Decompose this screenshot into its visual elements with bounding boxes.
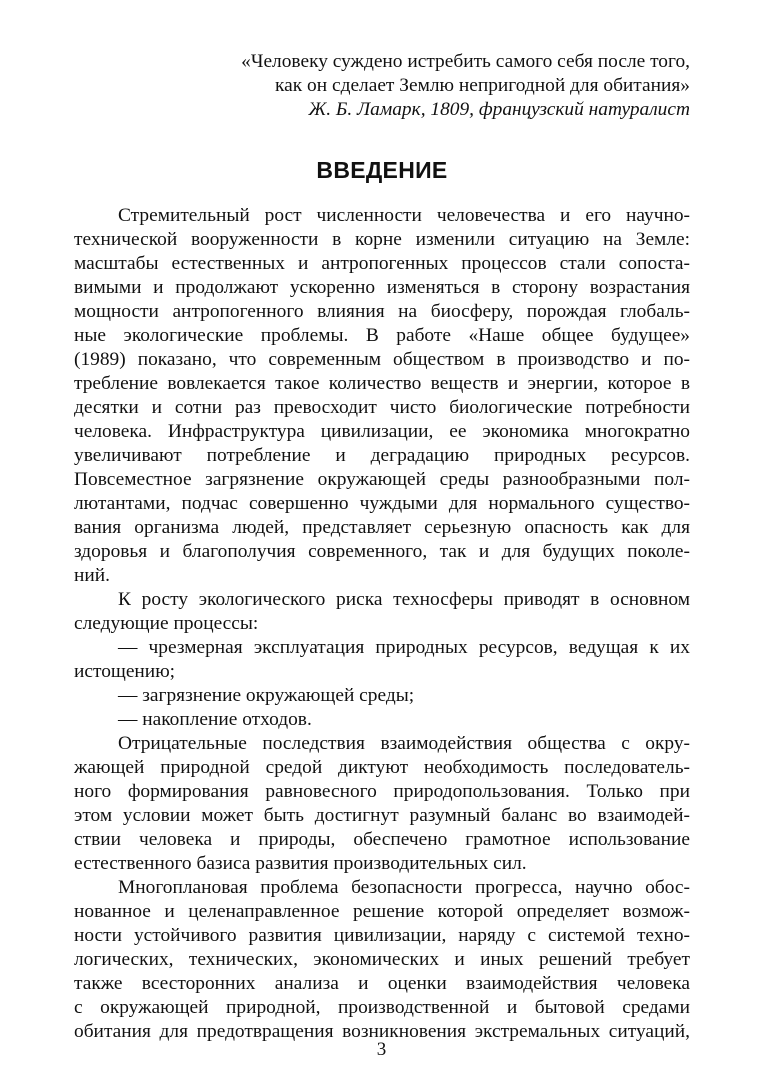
paragraph (74, 636, 690, 684)
paragraph-line: Стремительный рост численности человечества и его научно- (118, 205, 690, 226)
page-number: 3 (376, 1039, 387, 1060)
epigraph-author: Ж. Б. Ламарк, 1809, французский натуралист (308, 99, 690, 120)
paragraph (74, 708, 690, 732)
paragraph-line: ствии человека и природы, обеспечено грамотное использование (74, 829, 690, 850)
paragraph-line: Многоплановая проблема безопасности прогресса, научно обос- (118, 877, 690, 898)
paragraph-line: жающей природной средой диктуют необходимость последователь- (74, 757, 690, 778)
paragraph-line: ного формирования равновесного природопользования. Только при (74, 781, 690, 802)
paragraph-line: К росту экологического риска техносферы приводят в основном (118, 589, 690, 610)
paragraph-line: человека. Инфраструктура цивилизации, ее экономика многократно (74, 421, 690, 442)
paragraph-line: обитания для предотвращения возникновения экстремальных ситуаций, (74, 1021, 690, 1042)
paragraph-line: десятки и сотни раз превосходит чисто биологические потребности (74, 397, 690, 418)
paragraph-line: истощению; (74, 661, 176, 682)
paragraph (74, 684, 690, 708)
paragraph (74, 876, 690, 1044)
paragraph-line: — чрезмерная эксплуатация природных ресурсов, ведущая к их (118, 637, 690, 658)
paragraph-line: естественного базиса развития производительных сил. (74, 853, 527, 874)
paragraph-line: мощности антропогенного влияния на биосферу, порождая глобаль- (74, 301, 690, 322)
paragraph-line: требление вовлекается такое количество веществ и энергии, которое в (74, 373, 690, 394)
body-text (74, 204, 690, 1044)
paragraph-line: лютантами, подчас совершенно чуждыми для нормального существо- (74, 493, 690, 514)
paragraph-line: вимыми и продолжают ускоренно изменяться в сторону возрастания (74, 277, 690, 298)
epigraph (74, 50, 690, 122)
paragraph-line: — накопление отходов. (118, 709, 312, 730)
epigraph-line: «Человеку суждено истребить самого себя после того, (241, 51, 690, 72)
paragraph-line: технической вооруженности в корне изменили ситуацию на Земле: (74, 229, 690, 250)
paragraph-line: — загрязнение окружающей среды; (118, 685, 415, 706)
paragraph (74, 732, 690, 876)
paragraph-line: этом условии может быть достигнут разумный баланс во взаимодей- (74, 805, 690, 826)
paragraph-line: (1989) показано, что современным обществом в производство и по- (74, 349, 690, 370)
paragraph-line: вания организма людей, представляет серьезную опасность как для (74, 517, 690, 538)
paragraph-line: нованное и целенаправленное решение которой определяет возмож- (74, 901, 690, 922)
paragraph-line: с окружающей природной, производственной и бытовой средами (74, 997, 690, 1018)
paragraph-line: масштабы естественных и антропогенных процессов стали сопоста- (74, 253, 690, 274)
paragraph-line: Повсеместное загрязнение окружающей среды разнообразными пол- (74, 469, 690, 490)
paragraph-line: ные экологические проблемы. В работе «Наше общее будущее» (74, 325, 690, 346)
paragraph-line: логических, технических, экономических и иных решений требует (74, 949, 690, 970)
paragraph-line: увеличивают потребление и деградацию природных ресурсов. (74, 445, 690, 466)
paragraph-line: также всесторонних анализа и оценки взаимодействия человека (74, 973, 690, 994)
paragraph-line: следующие процессы: (74, 613, 259, 634)
paragraph-line: Отрицательные последствия взаимодействия общества с окру- (118, 733, 690, 754)
paragraph-line: здоровья и благополучия современного, так и для будущих поколе- (74, 541, 690, 562)
paragraph-line: ности устойчивого развития цивилизации, наряду с системой техно- (74, 925, 690, 946)
section-heading: ВВЕДЕНИЕ (316, 157, 448, 183)
paragraph (74, 204, 690, 588)
paragraph (74, 588, 690, 636)
page-body (74, 50, 690, 1044)
epigraph-line: как он сделает Землю непригодной для обитания» (275, 75, 690, 96)
paragraph-line: ний. (74, 565, 110, 586)
